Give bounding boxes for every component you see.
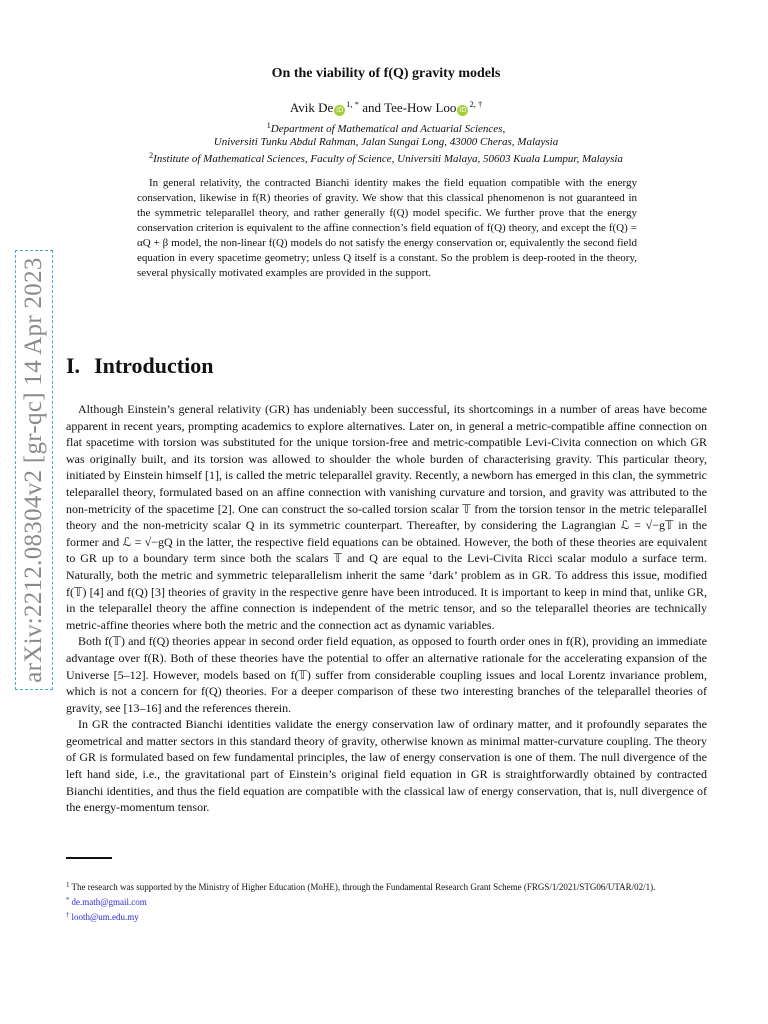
arxiv-side-stamp[interactable]: arXiv:2212.08304v2 [gr-qc] 14 Apr 2023 xyxy=(15,250,53,690)
footnote xyxy=(66,894,707,909)
footnote xyxy=(66,879,707,894)
paper-title: On the viability of f(Q) gravity models xyxy=(271,66,501,81)
affiliation-text: Institute of Mathematical Sciences, Faculty of Science, Universiti Malaya, 50603 Kuala Lumpur, Malaysia xyxy=(153,153,623,165)
footnote-text: The research was supported by the Ministry of Higher Education (MoHE), through the Fundamental Research Grant Scheme (FRGS/1/2021/STG06/UTAR/02/1). xyxy=(71,882,656,892)
footnote-mark: † xyxy=(66,911,70,919)
affiliation-number: 1 xyxy=(266,121,271,130)
section-title: Introduction xyxy=(94,353,214,378)
section-heading xyxy=(66,353,213,379)
author-affil-marks: 2, † xyxy=(469,99,483,109)
abstract: In general relativity, the contracted Bianchi identity makes the field equation compatible with the energy conservation, likewise in f(R) theories of gravity. We show that this classical phenomenon is not guaranteed in the symmetric teleparallel theory, and rather generally f(Q) model specific. We further prove that the energy conservation criterion is equivalent to the affine connection’s field equation of f(Q) theory, and except the f(Q) = αQ + β model, the non-linear f(Q) models do not satisfy the energy conservation or, equivalently the second field equation in every spacetime geometry; unless Q itself is a constant. So the problem is deep-rooted in the theory, several physically motivated examples are provided in the support. xyxy=(137,177,637,279)
affiliation-text: Universiti Tunku Abdul Rahman, Jalan Sungai Long, 43000 Cheras, Malaysia xyxy=(213,136,559,148)
footnote-rule xyxy=(66,857,112,859)
paragraph: Although Einstein’s general relativity (GR) has undeniably been successful, its shortcomings in a number of areas have become apparent in recent years, prompting academics to explore alternatives. Later on, in general a metric-compatible affine connection on flat spacetime with torsion was substituted for the unique torsion-free and metric-compatible Levi-Civita connection on which GR was originally built, and its torsion was allowed to shoulder the whole burden of characterising gravity. This particular theory, initiated by Einstein himself [1], is called the metric teleparallel gravity. Recently, a newborn has emerged in this clan, the symmetric teleparallel theory, formulated based on an affine connection with vanishing curvature and torsion, and gravity was attributed to the non-metricity of the spacetime [2]. One can construct the so-called torsion scalar 𝕋 from the torsion tensor in the metric teleparallel theory and the non-metricity scalar Q in its symmetric counterpart. Thereafter, by considering the Lagrangian ℒ = √−g𝕋 in the former and ℒ = √−gQ in the latter, the respective field equations can be obtained. However, the both of these theories are equivalent to GR up to a boundary term since both the scalars 𝕋 and Q are equal to the Levi-Civita Ricci scalar modulo a surface term. Naturally, both the metric and symmetric teleparallelism inherit the same ‘dark’ problem as in GR. To address this issue, modified f(𝕋) [4] and f(Q) [3] theories of gravity in the respective genre have been introduced. It is important to keep in mind that, unlike GR, in the teleparallel theory the affine connection is independent of the metric tensor, and so the teleparallel theories are technically metric-affine theories where both the metric and the connection act as dynamic variables. xyxy=(66,402,707,632)
paragraph: Both f(𝕋) and f(Q) theories appear in second order field equation, as opposed to fourth order ones in f(R), providing an immediate advantage over f(R). Both of these theories have the potential to offer an alternative rationale for the accelerating expansion of the Universe [5–12]. However, models based on f(𝕋) suffer from considerable coupling issues and local Lorentz invariance problem, which is not a concern for f(Q) theories. For a deeper comparison of these two interesting branches of the teleparallel theories of gravity, see [13–16] and the references therein. xyxy=(66,634,707,715)
author-conjunction: and xyxy=(362,100,382,115)
affiliation-number: 2 xyxy=(149,151,154,160)
affiliation-line xyxy=(66,136,706,148)
affiliation-line xyxy=(66,151,706,165)
arxiv-stamp-container xyxy=(4,250,64,690)
footnote xyxy=(66,909,707,924)
footnotes xyxy=(66,879,707,924)
affiliation-line xyxy=(66,121,706,135)
email-link[interactable]: looth@um.edu.my xyxy=(71,912,139,922)
orcid-icon[interactable]: iD xyxy=(336,106,344,114)
paragraph: In GR the contracted Bianchi identities validate the energy conservation law of ordinary matter, and it profoundly separates the geometrical and matter sectors in this standard theory of gravity, otherwise known as minimal matter-curvature coupling. The theory of GR is formulated based on few fundamental principles, the law of energy conservation is one of them. The null divergence of the left hand side, i.e., the gravitational part of Einstein’s original field equation in GR is straightforwardly obtained by contracted Bianchi identities, and thus the field equation are compatible with the classical law of energy conservation, that is, null divergence of the energy-momentum tensor. xyxy=(66,717,707,815)
footnote-mark: * xyxy=(66,896,70,904)
section-number: I. xyxy=(66,353,81,378)
author-name: Tee-How Loo xyxy=(384,100,457,115)
author-line xyxy=(66,99,706,116)
author-affil-marks: 1, * xyxy=(346,99,360,109)
affiliation-text: Department of Mathematical and Actuarial Sciences, xyxy=(270,123,506,135)
author-name: Avik De xyxy=(289,100,334,115)
footnote-mark: 1 xyxy=(66,881,70,889)
email-link[interactable]: de.math@gmail.com xyxy=(71,897,147,907)
orcid-icon[interactable]: iD xyxy=(459,106,467,114)
body-text xyxy=(66,401,707,816)
